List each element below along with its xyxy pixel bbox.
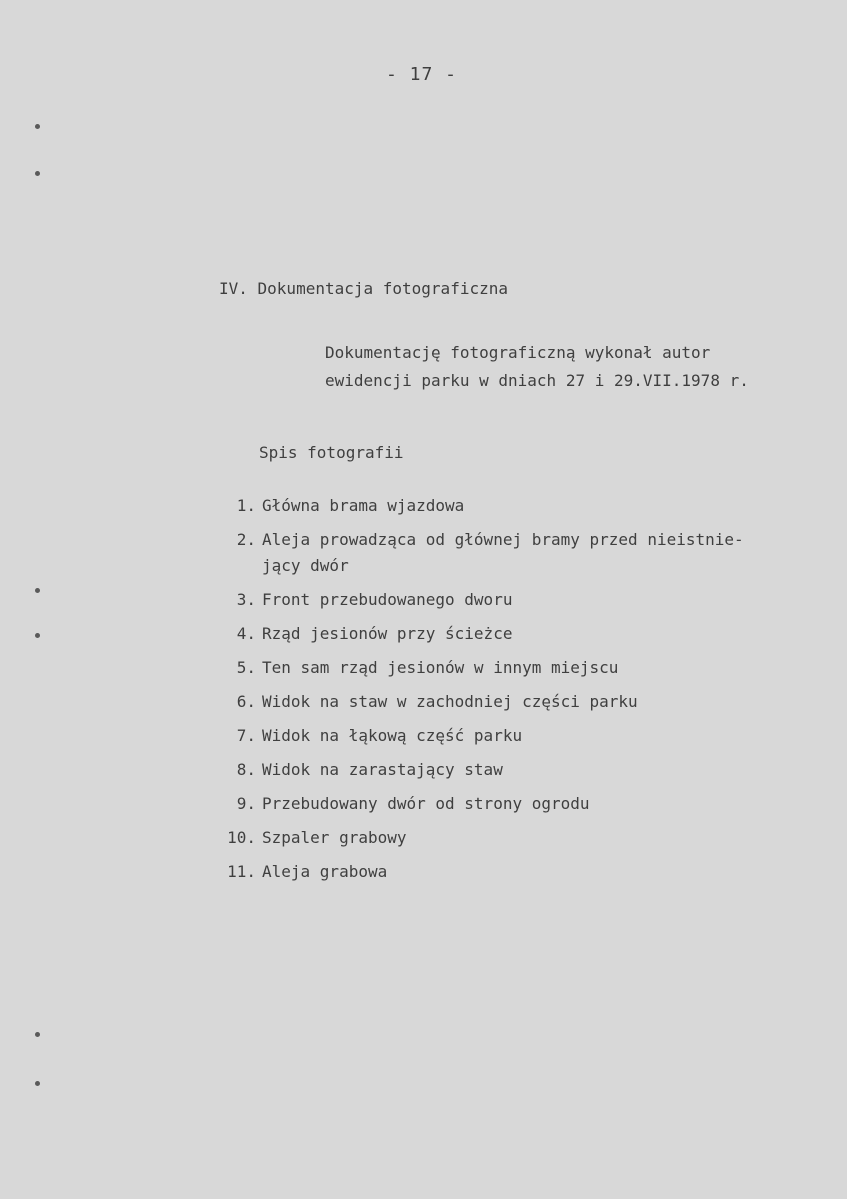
binder-hole [35, 124, 40, 129]
item-text: Rząd jesionów przy ścieżce [262, 624, 513, 643]
paragraph-line: Dokumentację fotograficzną wykonał autor [325, 343, 711, 362]
item-text: Widok na zarastający staw [262, 760, 503, 779]
item-text: Szpaler grabowy [262, 828, 407, 847]
item-number: 9. [236, 794, 256, 813]
item-text: Główna brama wjazdowa [262, 496, 465, 515]
page-number: - 17 - [386, 64, 458, 85]
item-number: 8. [236, 760, 256, 779]
binder-hole [35, 588, 40, 593]
item-number: 11. [227, 862, 256, 881]
item-text: Aleja prowadząca od głównej bramy przed nieistnie- [262, 530, 744, 549]
item-number: 7. [236, 726, 256, 745]
item-number: 6. [236, 692, 256, 711]
item-number: 4. [236, 624, 256, 643]
item-text: Ten sam rząd jesionów w innym miejscu [262, 658, 619, 677]
item-number: 1. [236, 496, 256, 515]
item-number: 10. [227, 828, 256, 847]
item-text: Widok na staw w zachodniej części parku [262, 692, 638, 711]
section-title: IV. Dokumentacja fotograficzna [219, 279, 508, 298]
photo-list-title: Spis fotografii [259, 443, 404, 462]
item-text: Widok na łąkową część parku [262, 726, 523, 745]
item-text: Front przebudowanego dworu [262, 590, 513, 609]
item-number: 2. [236, 530, 256, 549]
item-text: Aleja grabowa [262, 862, 388, 881]
binder-hole [35, 633, 40, 638]
binder-hole [35, 1032, 40, 1037]
binder-hole [35, 171, 40, 176]
item-number: 3. [236, 590, 256, 609]
item-text: Przebudowany dwór od strony ogrodu [262, 794, 590, 813]
item-text-continuation: jący dwór [262, 556, 349, 575]
description-paragraph [325, 339, 749, 395]
paragraph-line: ewidencji parku w dniach 27 i 29.VII.1978 r. [325, 371, 749, 390]
binder-hole [35, 1081, 40, 1086]
item-number: 5. [236, 658, 256, 677]
